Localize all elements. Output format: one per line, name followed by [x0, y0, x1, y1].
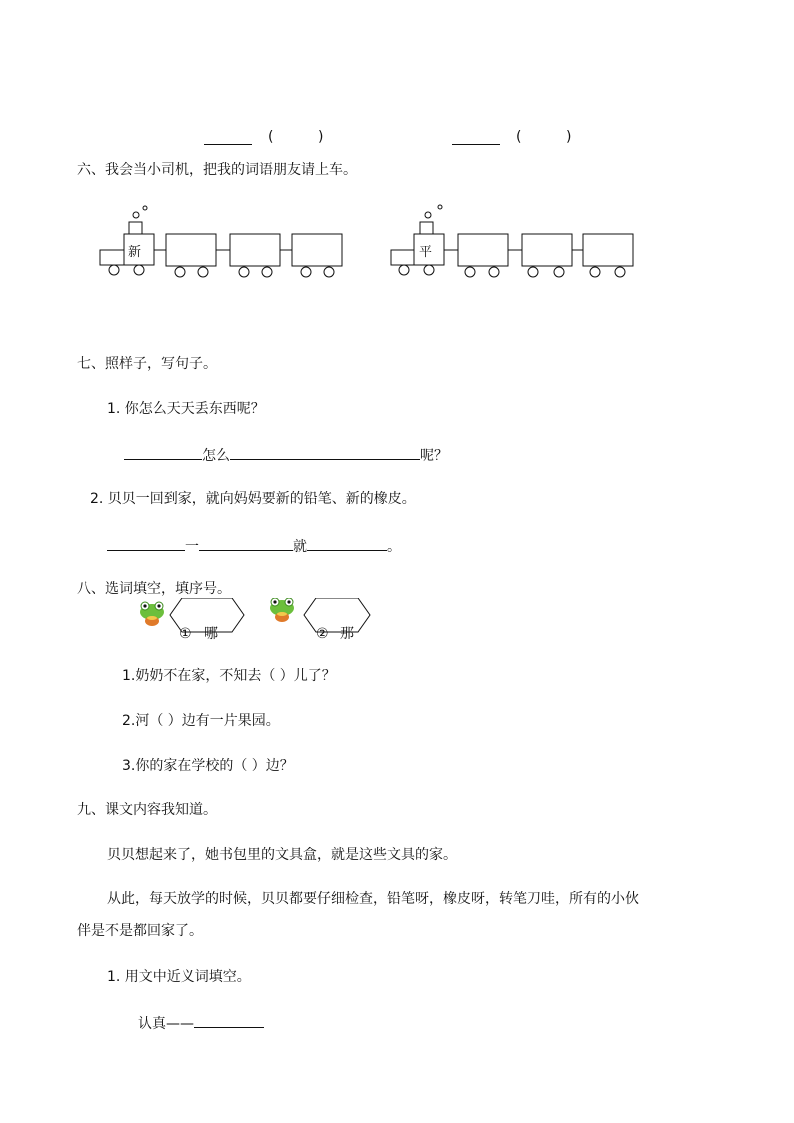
frog-icon: [140, 602, 164, 626]
left-paren: (: [268, 129, 274, 145]
left-paren: (: [516, 129, 522, 145]
answer-blank[interactable]: [204, 130, 252, 145]
answer-blank[interactable]: [307, 536, 387, 551]
answer-blank[interactable]: [230, 445, 420, 460]
answer-blank[interactable]: [107, 536, 185, 551]
q2-word1: 一: [185, 539, 199, 555]
option2-number: ②: [316, 626, 329, 642]
section6-title: 六、我会当小司机，把我的词语朋友请上车。: [77, 162, 357, 178]
trains-illustration: [96, 200, 656, 282]
section8-q3: 3.你的家在学校的（ ）边？: [122, 758, 294, 774]
section9-para2-line2: 伴是不是都回家了。: [77, 923, 203, 939]
q1-word2: 呢？: [420, 448, 448, 464]
section7-title: 七、照样子，写句子。: [77, 356, 217, 372]
option1-word: 哪: [204, 626, 218, 642]
q2-end: 。: [387, 539, 401, 555]
q1-word: 认真——: [138, 1016, 194, 1032]
right-paren: ): [566, 129, 572, 145]
section8-q2: 2.河（ ）边有一片果园。: [122, 713, 280, 729]
train2-char: 平: [419, 245, 433, 260]
frog-icon: [270, 598, 294, 622]
section9-q1-answer-line: [138, 1013, 264, 1033]
section9-title: 九、课文内容我知道。: [77, 802, 217, 818]
section7-q1-answer-line: [124, 445, 448, 465]
word-options-illustration: [136, 598, 376, 642]
option2-word: 那: [340, 626, 354, 642]
section8-title: 八、选词填空，填序号。: [77, 581, 231, 597]
right-paren: ): [318, 129, 324, 145]
option1-number: ①: [179, 626, 192, 642]
train-1: [100, 206, 342, 277]
answer-blank[interactable]: [124, 445, 202, 460]
answer-blank[interactable]: [452, 130, 500, 145]
train1-char: 新: [128, 245, 142, 260]
q2-word2: 就: [293, 539, 307, 555]
section7-q1: 1. 你怎么天天丢东西呢？: [107, 401, 265, 417]
section9-para1: 贝贝想起来了，她书包里的文具盒，就是这些文具的家。: [107, 847, 457, 863]
train-2: [391, 205, 633, 277]
q1-word1: 怎么: [202, 448, 230, 464]
section7-q2: 2. 贝贝一回到家，就向妈妈要新的铅笔、新的橡皮。: [90, 491, 416, 507]
section7-q2-answer-line: [107, 536, 401, 556]
section9-q1: 1. 用文中近义词填空。: [107, 969, 251, 985]
section8-q1: 1.奶奶不在家，不知去（ ）儿了？: [122, 668, 336, 684]
section9-para2-line1: 从此，每天放学的时候，贝贝都要仔细检查，铅笔呀，橡皮呀，转笔刀哇，所有的小伙: [107, 891, 639, 907]
answer-blank[interactable]: [194, 1013, 264, 1028]
answer-blank[interactable]: [199, 536, 293, 551]
